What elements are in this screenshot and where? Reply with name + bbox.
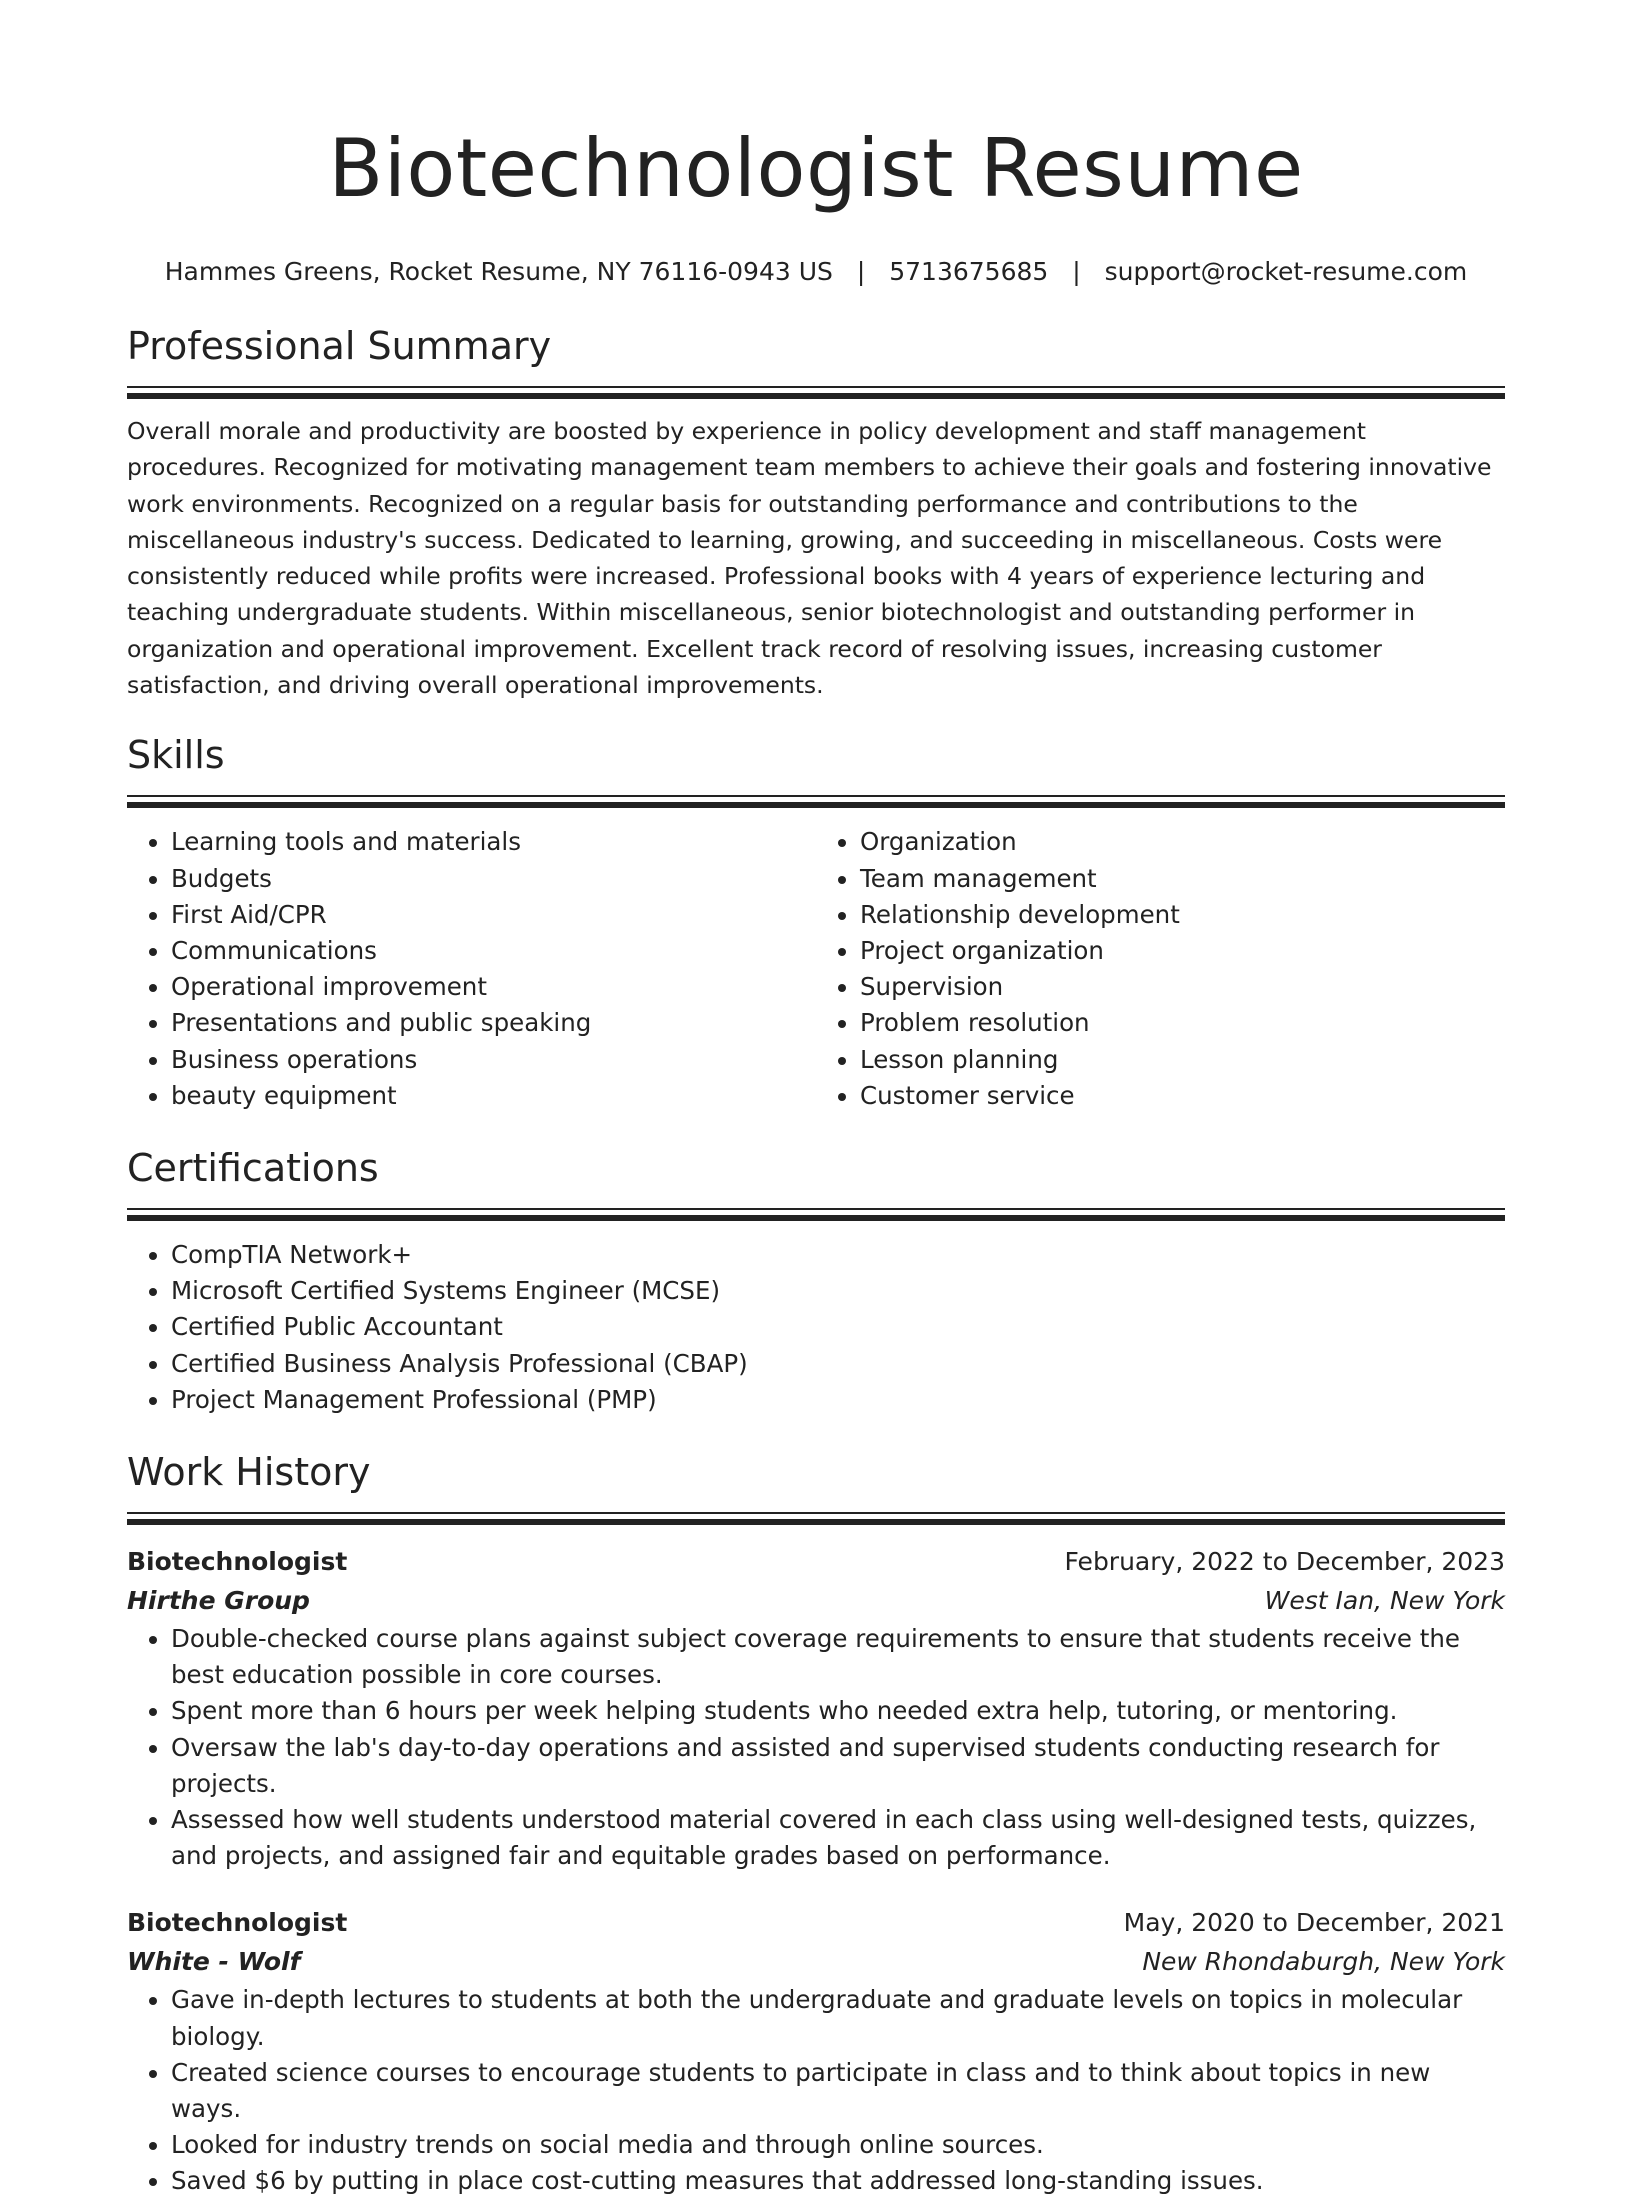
certifications-section — [127, 1142, 1505, 1418]
skill-item: • Presentations and public speaking — [171, 1005, 816, 1041]
skill-item: • Organization — [860, 824, 1505, 860]
work-history-heading: Work History — [127, 1450, 371, 1495]
job-location: West Ian, New York — [1264, 1586, 1505, 1616]
skill-item: • Project organization — [860, 933, 1505, 969]
job-duty-item: • Saved $6 by putting in place cost-cutting measures that addressed long-standing issues. — [171, 2163, 1505, 2199]
skill-item: • Business operations — [171, 1042, 816, 1078]
job-dates: May, 2020 to December, 2021 — [1123, 1908, 1505, 1938]
skill-item: • Relationship development — [860, 897, 1505, 933]
certification-item: • Certified Public Accountant — [171, 1309, 1505, 1345]
skills-section — [127, 729, 1505, 1114]
skill-item: • Team management — [860, 861, 1505, 897]
skill-item: • Learning tools and materials — [171, 824, 816, 860]
section-divider — [127, 386, 1505, 388]
skills-column-right — [816, 824, 1505, 1114]
resume-title: Biotechnologist Resume — [328, 122, 1304, 215]
section-divider — [127, 795, 1505, 797]
certification-item: • Microsoft Certified Systems Engineer (MCSE) — [171, 1273, 1505, 1309]
section-divider — [127, 1208, 1505, 1210]
job-duty-item: • Created science courses to encourage students to participate in class and to think about topics in new ways. — [171, 2055, 1505, 2127]
summary-text: Overall morale and productivity are boosted by experience in policy development and staff management procedures. Recognized for motivating management team members to achieve their goals and fostering innovative work environments. Recognized on a regular basis for outstanding performance and contributions to the miscellaneous industry's success. Dedicated to learning, growing, and succeeding in miscellaneous. Costs were consistently reduced while profits were increased. Professional books with 4 years of experience lecturing and teaching undergraduate students. Within miscellaneous, senior biotechnologist and outstanding performer in organization and operational improvement. Excellent track record of resolving issues, increasing customer satisfaction, and driving overall operational improvements. — [127, 417, 1492, 700]
contact-separator: | — [856, 257, 866, 286]
work-history-section — [127, 1446, 1505, 2200]
skill-item: • Supervision — [860, 969, 1505, 1005]
skill-item: • Communications — [171, 933, 816, 969]
skill-item: • Operational improvement — [171, 969, 816, 1005]
skills-grid — [127, 824, 1505, 1114]
certifications-list — [127, 1237, 1505, 1418]
job-header — [127, 1543, 1505, 1581]
job-entry — [127, 1904, 1505, 2199]
job-duty-item: • Gave in-depth lectures to students at both the undergraduate and graduate levels on topics in molecular biology. — [171, 1982, 1505, 2054]
contact-separator: | — [1072, 257, 1081, 286]
skill-item: • beauty equipment — [171, 1078, 816, 1114]
summary-heading: Professional Summary — [127, 324, 552, 368]
job-duties-list — [127, 1982, 1505, 2199]
skill-item: • First Aid/CPR — [171, 897, 816, 933]
job-location: New Rhondaburgh, New York — [1142, 1947, 1505, 1977]
job-duty-item: • Spent more than 6 hours per week helping students who needed extra help, tutoring, or mentoring. — [171, 1693, 1505, 1729]
certification-item: • Certified Business Analysis Professional (CBAP) — [171, 1346, 1505, 1382]
job-title: Biotechnologist — [127, 1547, 348, 1577]
job-company: White - Wolf — [127, 1947, 301, 1977]
job-entry — [127, 1543, 1505, 1874]
contact-email: support@rocket-resume.com — [1104, 257, 1468, 286]
certifications-heading: Certifications — [127, 1146, 379, 1190]
skill-item: • Lesson planning — [860, 1042, 1505, 1078]
job-duty-item: • Assessed how well students understood material covered in each class using well-designed tests, quizzes, and projects, and assigned fair and equitable grades based on performance. — [171, 1802, 1505, 1874]
section-divider-thick — [127, 393, 1505, 399]
job-dates: February, 2022 to December, 2023 — [1064, 1547, 1505, 1577]
job-header — [127, 1904, 1505, 1942]
job-subheader — [127, 1581, 1505, 1621]
skill-item: • Budgets — [171, 861, 816, 897]
job-company: Hirthe Group — [127, 1586, 310, 1616]
skills-column-left — [127, 824, 816, 1114]
job-title: Biotechnologist — [127, 1908, 348, 1938]
section-divider-thick — [127, 1519, 1505, 1525]
job-duty-item: • Oversaw the lab's day-to-day operations and assisted and supervised students conducting research for projects. — [171, 1730, 1505, 1802]
contact-address: Hammes Greens, Rocket Resume, NY 76116-0943 US — [164, 257, 833, 286]
section-divider-thick — [127, 1215, 1505, 1221]
summary-section — [127, 320, 1505, 703]
skill-item: • Problem resolution — [860, 1005, 1505, 1041]
skills-heading: Skills — [127, 733, 225, 778]
contact-phone: 5713675685 — [889, 257, 1049, 286]
contact-line — [127, 254, 1505, 290]
job-subheader — [127, 1942, 1505, 1982]
job-duties-list — [127, 1621, 1505, 1874]
section-divider-thick — [127, 802, 1505, 808]
skills-list-right — [816, 824, 1505, 1114]
skills-list-left — [127, 824, 816, 1114]
section-divider — [127, 1512, 1505, 1514]
skill-item: • Customer service — [860, 1078, 1505, 1114]
job-duty-item: • Double-checked course plans against subject coverage requirements to ensure that students receive the best education possible in core courses. — [171, 1621, 1505, 1693]
certification-item: • CompTIA Network+ — [171, 1237, 1505, 1273]
job-duty-item: • Looked for industry trends on social media and through online sources. — [171, 2127, 1505, 2163]
certification-item: • Project Management Professional (PMP) — [171, 1382, 1505, 1418]
